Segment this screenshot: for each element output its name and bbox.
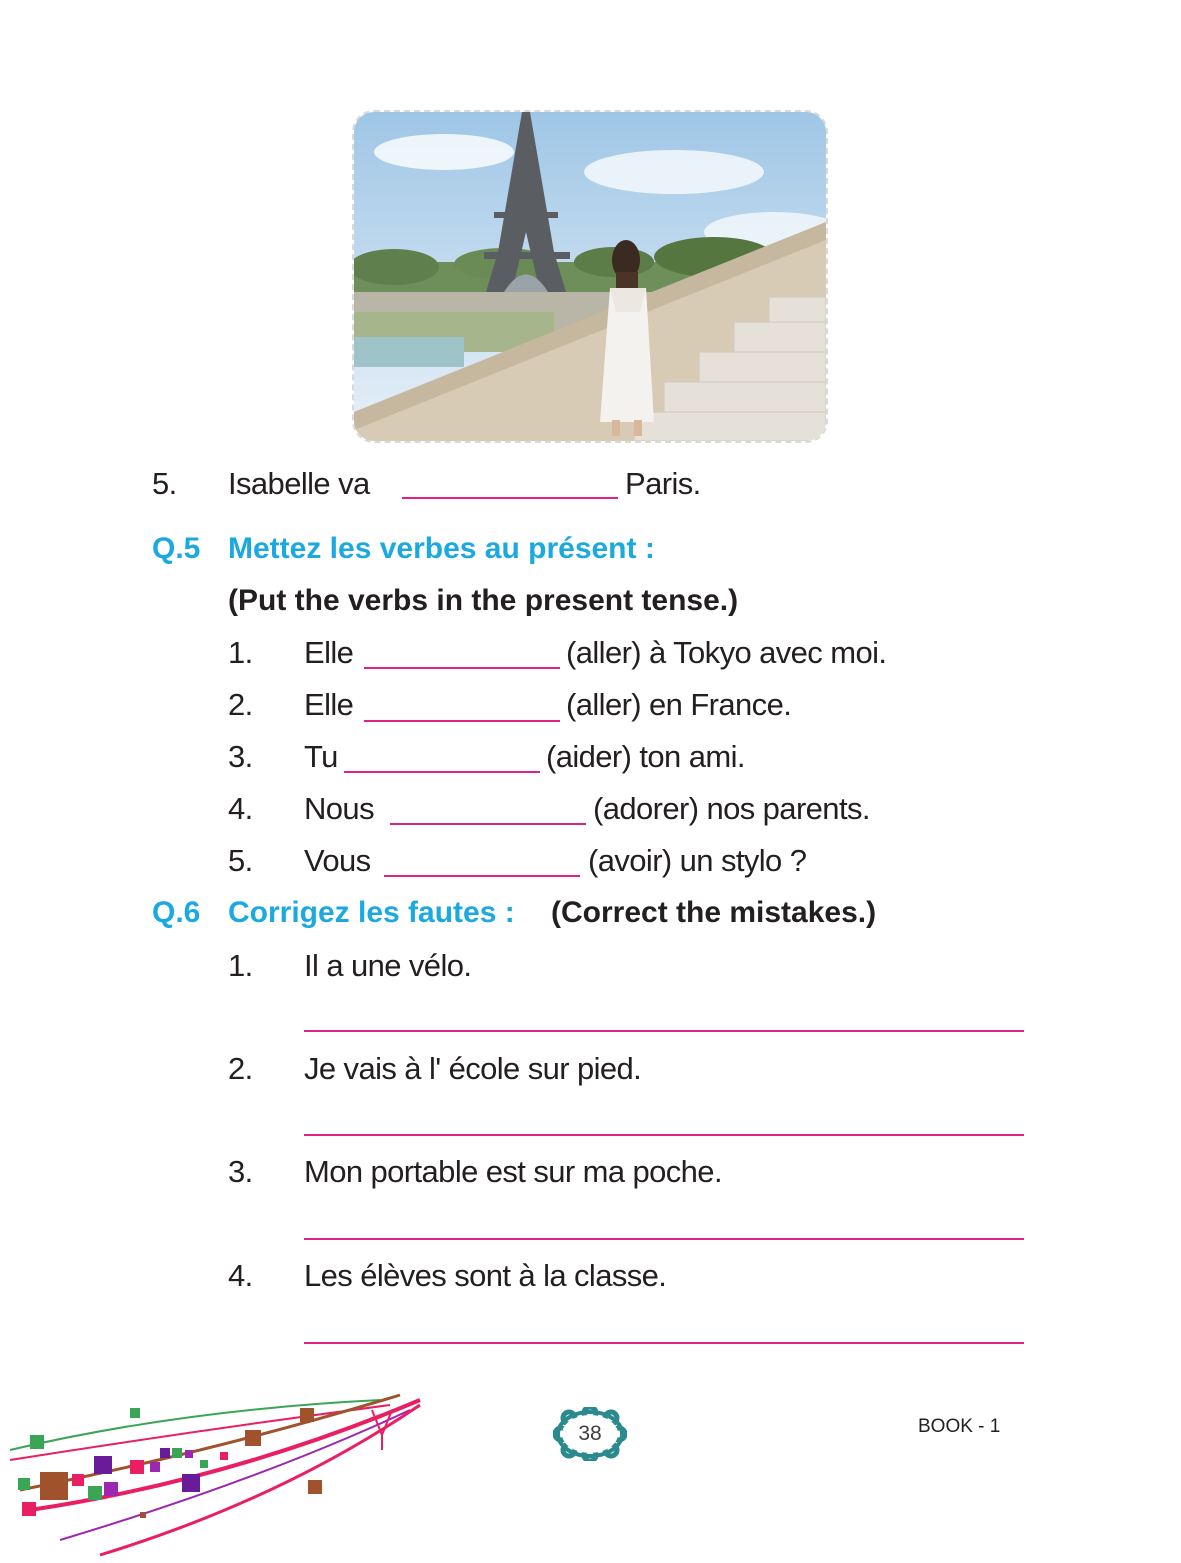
answer-line[interactable]: [304, 1342, 1024, 1344]
q5-item-subject: Tu: [304, 739, 338, 774]
q4-item-text: Isabelle va: [228, 466, 370, 501]
answer-blank[interactable]: [402, 497, 618, 499]
eiffel-tower-photo: [352, 110, 828, 443]
q5-item-hint: (adorer) nos parents.: [593, 791, 870, 826]
answer-blank[interactable]: [390, 823, 586, 825]
answer-line[interactable]: [304, 1134, 1024, 1136]
q5-item-subject: Elle: [304, 687, 354, 722]
q6-item-text: Les élèves sont à la classe.: [304, 1258, 667, 1293]
ribbon-decoration-icon: [0, 1390, 440, 1563]
page-number-badge: [553, 1407, 627, 1461]
q6-subtitle: (Correct the mistakes.): [551, 896, 877, 929]
q4-item-number: 5.: [152, 466, 177, 501]
q5-item-subject: Vous: [304, 843, 371, 878]
q5-item-hint: (avoir) un stylo ?: [588, 843, 807, 878]
q5-subtitle: (Put the verbs in the present tense.): [228, 584, 739, 617]
q6-title: Corrigez les fautes :: [228, 896, 515, 929]
answer-line[interactable]: [304, 1238, 1024, 1240]
answer-blank[interactable]: [364, 667, 560, 669]
q6-item-number: 1.: [228, 948, 253, 983]
q6-item-text: Je vais à l' école sur pied.: [304, 1051, 642, 1086]
answer-line[interactable]: [304, 1030, 1024, 1032]
q5-item-hint: (aller) en France.: [566, 687, 792, 722]
answer-blank[interactable]: [384, 875, 580, 877]
answer-blank[interactable]: [344, 771, 540, 773]
q5-item-subject: Elle: [304, 635, 354, 670]
q6-label: Q.6: [152, 896, 201, 929]
q5-item-hint: (aller) à Tokyo avec moi.: [566, 635, 887, 670]
q5-item-number: 3.: [228, 739, 253, 774]
q6-item-number: 3.: [228, 1154, 253, 1189]
q5-item-number: 4.: [228, 791, 253, 826]
q6-item-text: Il a une vélo.: [304, 948, 472, 983]
q5-item-subject: Nous: [304, 791, 374, 826]
q5-item-number: 5.: [228, 843, 253, 878]
q4-item-suffix: Paris.: [625, 466, 701, 501]
answer-blank[interactable]: [364, 720, 560, 722]
q5-item-number: 1.: [228, 635, 253, 670]
q5-item-number: 2.: [228, 687, 253, 722]
q6-item-text: Mon portable est sur ma poche.: [304, 1154, 722, 1189]
page-number: 38: [578, 1422, 602, 1445]
q6-item-number: 2.: [228, 1051, 253, 1086]
q5-label: Q.5: [152, 532, 201, 565]
q5-title: Mettez les verbes au présent :: [228, 532, 655, 565]
q5-item-hint: (aider) ton ami.: [546, 739, 745, 774]
q6-item-number: 4.: [228, 1258, 253, 1293]
book-label: BOOK - 1: [918, 1416, 1001, 1437]
eiffel-tower-illustration: [354, 112, 826, 441]
